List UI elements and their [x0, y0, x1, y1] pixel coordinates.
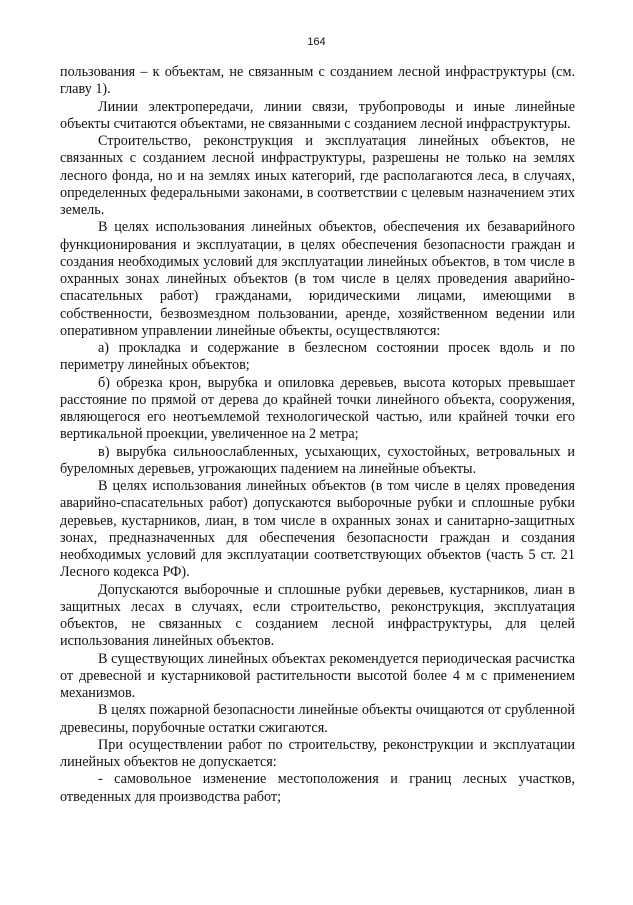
- paragraph-linear-objects-definition: Линии электропередачи, линии связи, трубопроводы и иные линейные объекты считаются объектами, не связанными с созданием лесной инфраструктуры.: [60, 98, 575, 132]
- paragraph-usage-purposes: В целях использования линейных объектов, обеспечения их безаварийного функционирования и эксплуатации, в целях обеспечения безопасности граждан и создания необходимых условий для эксплуатации линейных объектов, в том числе в охранных зонах линейных объектов (в том числе в целях проведения аварийно-спасательных работ) гражданами, юридическими лицами, имеющими в собственности, безвозмездном пользовании, аренде, хозяйственном ведении или оперативном управлении линейные объекты, осуществляются:: [60, 219, 575, 339]
- paragraph-continuation: пользования – к объектам, не связанным с созданием лесной инфраструктуры (см. главу 1).: [60, 64, 575, 98]
- body-text: [60, 64, 575, 806]
- paragraph-selective-cutting: В целях использования линейных объектов (в том числе в целях проведения аварийно-спасательных работ) допускаются выборочные рубки и сплошные рубки деревьев, кустарников, лиан, в том числе в охранных зонах и санитарно-защитных зонах, предназначенных для обеспечения безопасности граждан и создания необходимых условий для эксплуатации соответствующих объектов (часть 5 ст. 21 Лесного кодекса РФ).: [60, 478, 575, 581]
- list-item-v: в) вырубка сильноослабленных, усыхающих, сухостойных, ветровальных и буреломных деревьев, угрожающих падением на линейные объекты.: [60, 443, 575, 477]
- paragraph-fire-safety: В целях пожарной безопасности линейные объекты очищаются от срубленной древесины, порубочные остатки сжигаются.: [60, 702, 575, 736]
- paragraph-periodic-clearing: В существующих линейных объектах рекомендуется периодическая расчистка от древесной и кустарниковой растительности высотой более 4 м с применением механизмов.: [60, 650, 575, 701]
- paragraph-protective-forests: Допускаются выборочные и сплошные рубки деревьев, кустарников, лиан в защитных лесах в случаях, если строительство, реконструкция, эксплуатация объектов, не связанных с созданием лесной инфраструктуры, для целей использования линейных объектов.: [60, 581, 575, 650]
- page-number: 164: [307, 36, 326, 48]
- paragraph-construction-permission: Строительство, реконструкция и эксплуатация линейных объектов, не связанных с созданием лесной инфраструктуры, разрешены не только на землях лесного фонда, но и на землях иных категорий, где располагаются леса, в случаях, определенных федеральными законами, в соответствии с целевым назначением этих земель.: [60, 133, 575, 218]
- list-item-b: б) обрезка крон, вырубка и опиловка деревьев, высота которых превышает расстояние по прямой от дерева до крайней точки линейного объекта, сооружения, являющегося его неотъемлемой технологической частью, или крайней точки его вертикальной проекции, увеличенное на 2 метра;: [60, 374, 575, 443]
- list-item-dash: - самовольное изменение местоположения и границ лесных участков, отведенных для производства работ;: [60, 771, 575, 805]
- paragraph-prohibitions: При осуществлении работ по строительству, реконструкции и эксплуатации линейных объектов не допускается:: [60, 736, 575, 770]
- list-item-a: а) прокладка и содержание в безлесном состоянии просек вдоль и по периметру линейных объектов;: [60, 340, 575, 374]
